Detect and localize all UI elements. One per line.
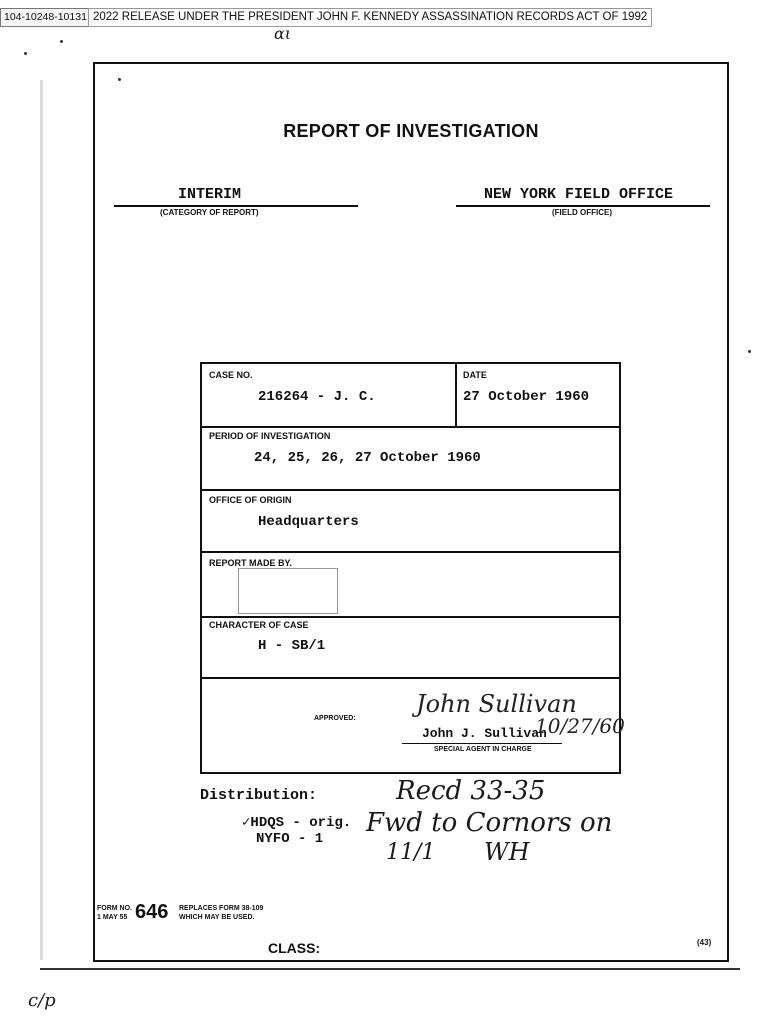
approver-signature: John Sullivan [416,690,577,718]
case-no-label: CASE NO. [209,370,253,380]
case-no-value: 216264 - J. C. [258,389,376,405]
character-label: CHARACTER OF CASE [209,620,309,630]
report-made-by-box [238,568,338,614]
handwritten-note: Fwd to Cornors on [366,808,613,838]
category-value: INTERIM [178,186,242,203]
scan-speck [60,40,63,43]
field-office-label: (FIELD OFFICE) [552,208,612,217]
case-details-box [200,362,625,774]
form-replaces-note: REPLACES FORM 38-109 WHICH MAY BE USED. [179,905,264,921]
row-divider [202,677,619,679]
form-number: 646 [135,901,169,923]
origin-label: OFFICE OF ORIGIN [209,495,292,505]
distribution-line: NYFO - 1 [256,831,324,847]
field-office-value: NEW YORK FIELD OFFICE [484,186,674,203]
form-title: REPORT OF INVESTIGATION [283,121,539,141]
field-office-underline [456,205,710,207]
date-value: 27 October 1960 [463,389,590,405]
corner-handwriting: c/p [28,990,56,1011]
row-divider [202,426,619,428]
document-id: 104-10248-10131 [0,8,91,27]
report-made-by-label: REPORT MADE BY. [209,558,293,568]
approver-name: John J. Sullivan [422,726,547,741]
approval-date: 10/27/60 [535,714,625,738]
form-number-label: FORM NO. 1 MAY 55 [97,905,132,921]
scan-edge-bottom [40,968,740,970]
distribution-heading: Distribution: [200,787,318,804]
approved-label: APPROVED: [314,715,356,722]
handwritten-note: 11/1 [386,840,436,865]
category-underline [114,205,358,207]
page-marker: (43) [697,938,712,947]
signature-line [402,743,562,744]
character-value: H - SB/1 [258,638,326,654]
category-label: (CATEGORY OF REPORT) [160,208,259,217]
handwritten-note: WH [484,838,530,866]
handwritten-note: Recd 33-35 [396,776,546,806]
scan-speck [748,350,751,353]
distribution-line: ✓HDQS - orig. [242,815,352,831]
top-handwriting: αι [274,24,292,43]
period-value: 24, 25, 26, 27 October 1960 [254,450,481,466]
row-divider [202,616,619,618]
origin-value: Headquarters [258,514,359,530]
period-label: PERIOD OF INVESTIGATION [209,431,331,441]
scan-edge-left [40,80,43,960]
scan-speck [118,78,121,81]
classification-label: CLASS: [268,940,321,956]
case-date-divider [455,364,457,426]
row-divider [202,489,619,491]
approver-title: SPECIAL AGENT IN CHARGE [434,746,532,753]
scan-speck [24,52,27,55]
date-label: DATE [463,370,487,380]
release-banner: 2022 RELEASE UNDER THE PRESIDENT JOHN F. KENNEDY ASSASSINATION RECORDS ACT OF 1992 [88,8,652,27]
row-divider [202,551,619,553]
